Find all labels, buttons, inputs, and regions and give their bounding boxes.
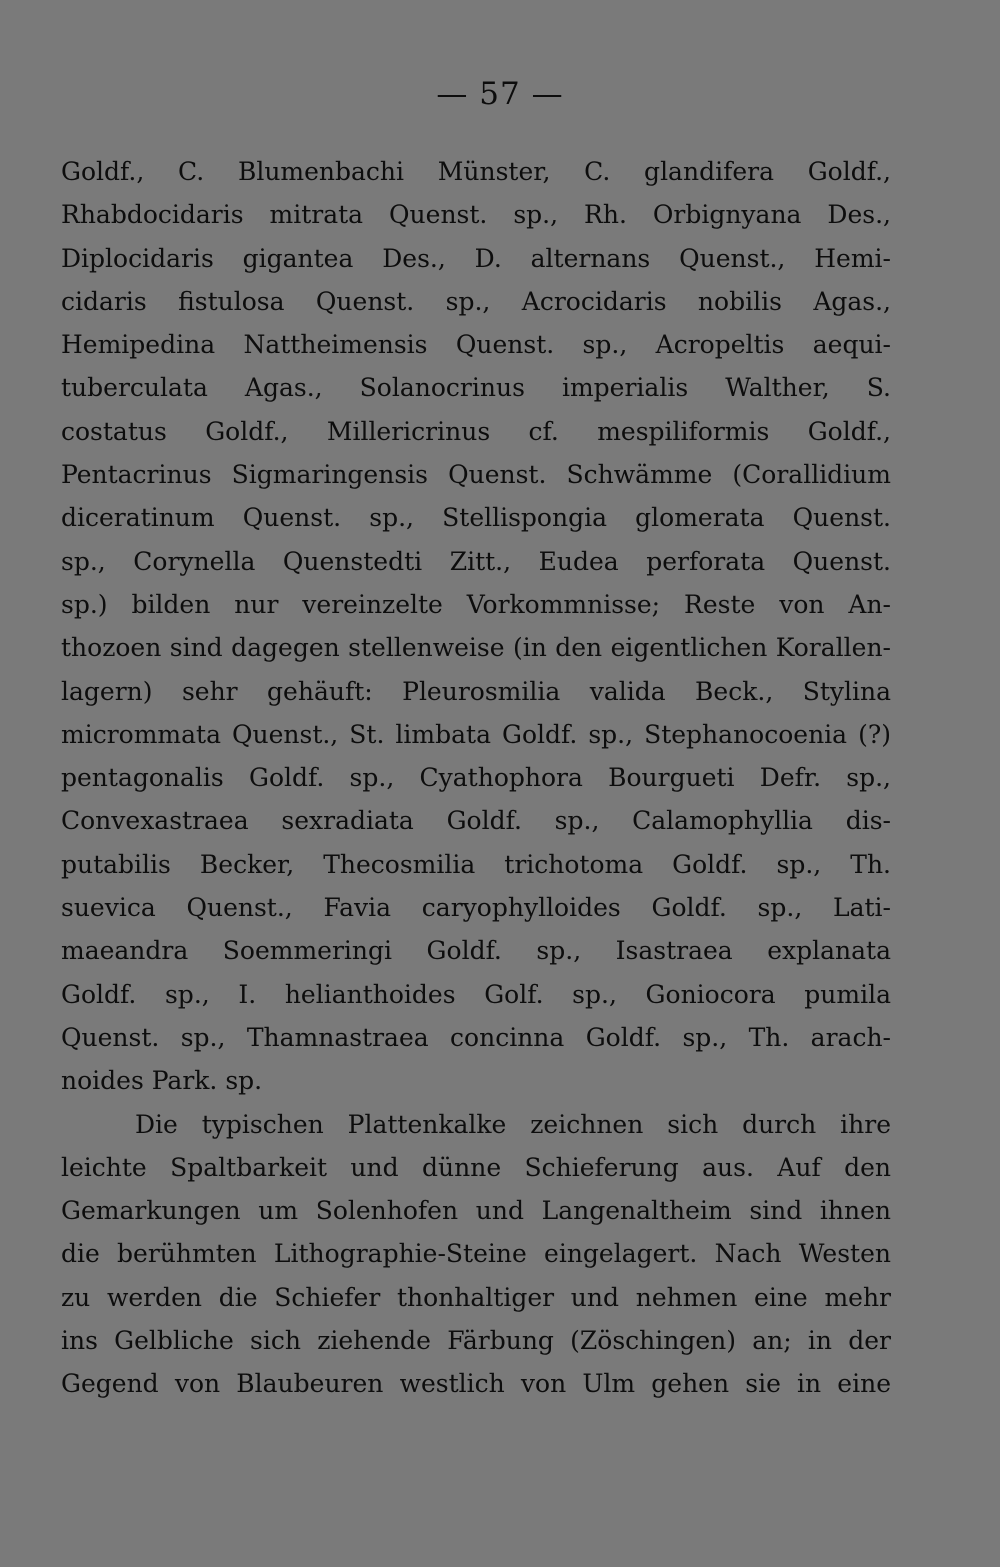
body-text: [61, 150, 891, 1406]
text-line: micrommata Quenst., St. limbata Goldf. sp., Stephanocoenia (?): [61, 719, 891, 749]
text-line: sp.) bilden nur vereinzelte Vorkommnisse; Reste von An-: [61, 589, 891, 619]
text-line: putabilis Becker, Thecosmilia trichotoma Goldf. sp., Th.: [61, 849, 891, 879]
text-line: Quenst. sp., Thamnastraea concinna Goldf. sp., Th. arach-: [61, 1022, 891, 1052]
text-line: thozoen sind dagegen stellenweise (in den eigentlichen Korallen-: [61, 633, 891, 663]
text-line: suevica Quenst., Favia caryophylloides Goldf. sp., Lati-: [61, 893, 891, 923]
text-line: ins Gelbliche sich ziehende Färbung (Zöschingen) an; in der: [61, 1326, 891, 1356]
text-line: Pentacrinus Sigmaringensis Quenst. Schwämme (Corallidium: [61, 460, 891, 490]
text-line: leichte Spaltbarkeit und dünne Schieferung aus. Auf den: [61, 1152, 891, 1182]
text-line: maeandra Soemmeringi Goldf. sp., Isastraea explanata: [61, 936, 891, 966]
text-line: Goldf., C. Blumenbachi Münster, C. glandifera Goldf.,: [61, 157, 891, 186]
text-line: pentagonalis Goldf. sp., Cyathophora Bourgueti Defr. sp.,: [61, 763, 891, 793]
text-line-paragraph-start: Die typischen Plattenkalke zeichnen sich durch ihre: [135, 1109, 891, 1139]
text-line: lagern) sehr gehäuft: Pleurosmilia valida Beck., Stylina: [61, 676, 891, 706]
text-line: tuberculata Agas., Solanocrinus imperialis Walther, S.: [61, 373, 891, 403]
text-line: Gegend von Blaubeuren westlich von Ulm gehen sie in eine: [61, 1369, 891, 1399]
page-number: — 57 —: [436, 76, 564, 112]
text-line: die berühmten Lithographie-Steine eingelagert. Nach Westen: [61, 1239, 891, 1269]
text-line: costatus Goldf., Millericrinus cf. mespiliformis Goldf.,: [61, 416, 891, 446]
text-line: diceratinum Quenst. sp., Stellispongia glomerata Quenst.: [61, 503, 891, 533]
text-line: sp., Corynella Quenstedti Zitt., Eudea perforata Quenst.: [61, 546, 891, 576]
text-line: cidaris fistulosa Quenst. sp., Acrocidaris nobilis Agas.,: [61, 286, 891, 316]
text-line: Hemipedina Nattheimensis Quenst. sp., Acropeltis aequi-: [61, 330, 891, 360]
text-line: Rhabdocidaris mitrata Quenst. sp., Rh. Orbignyana Des.,: [61, 200, 891, 230]
text-line: Convexastraea sexradiata Goldf. sp., Calamophyllia dis-: [61, 806, 891, 836]
text-line-paragraph-end: noides Park. sp.: [61, 1066, 263, 1096]
text-line: Goldf. sp., I. helianthoides Golf. sp., Goniocora pumila: [61, 979, 891, 1009]
text-line: Diplocidaris gigantea Des., D. alternans Quenst., Hemi-: [61, 243, 891, 273]
text-line: zu werden die Schiefer thonhaltiger und nehmen eine mehr: [61, 1282, 891, 1312]
text-line: Gemarkungen um Solenhofen und Langenaltheim sind ihnen: [61, 1196, 891, 1226]
